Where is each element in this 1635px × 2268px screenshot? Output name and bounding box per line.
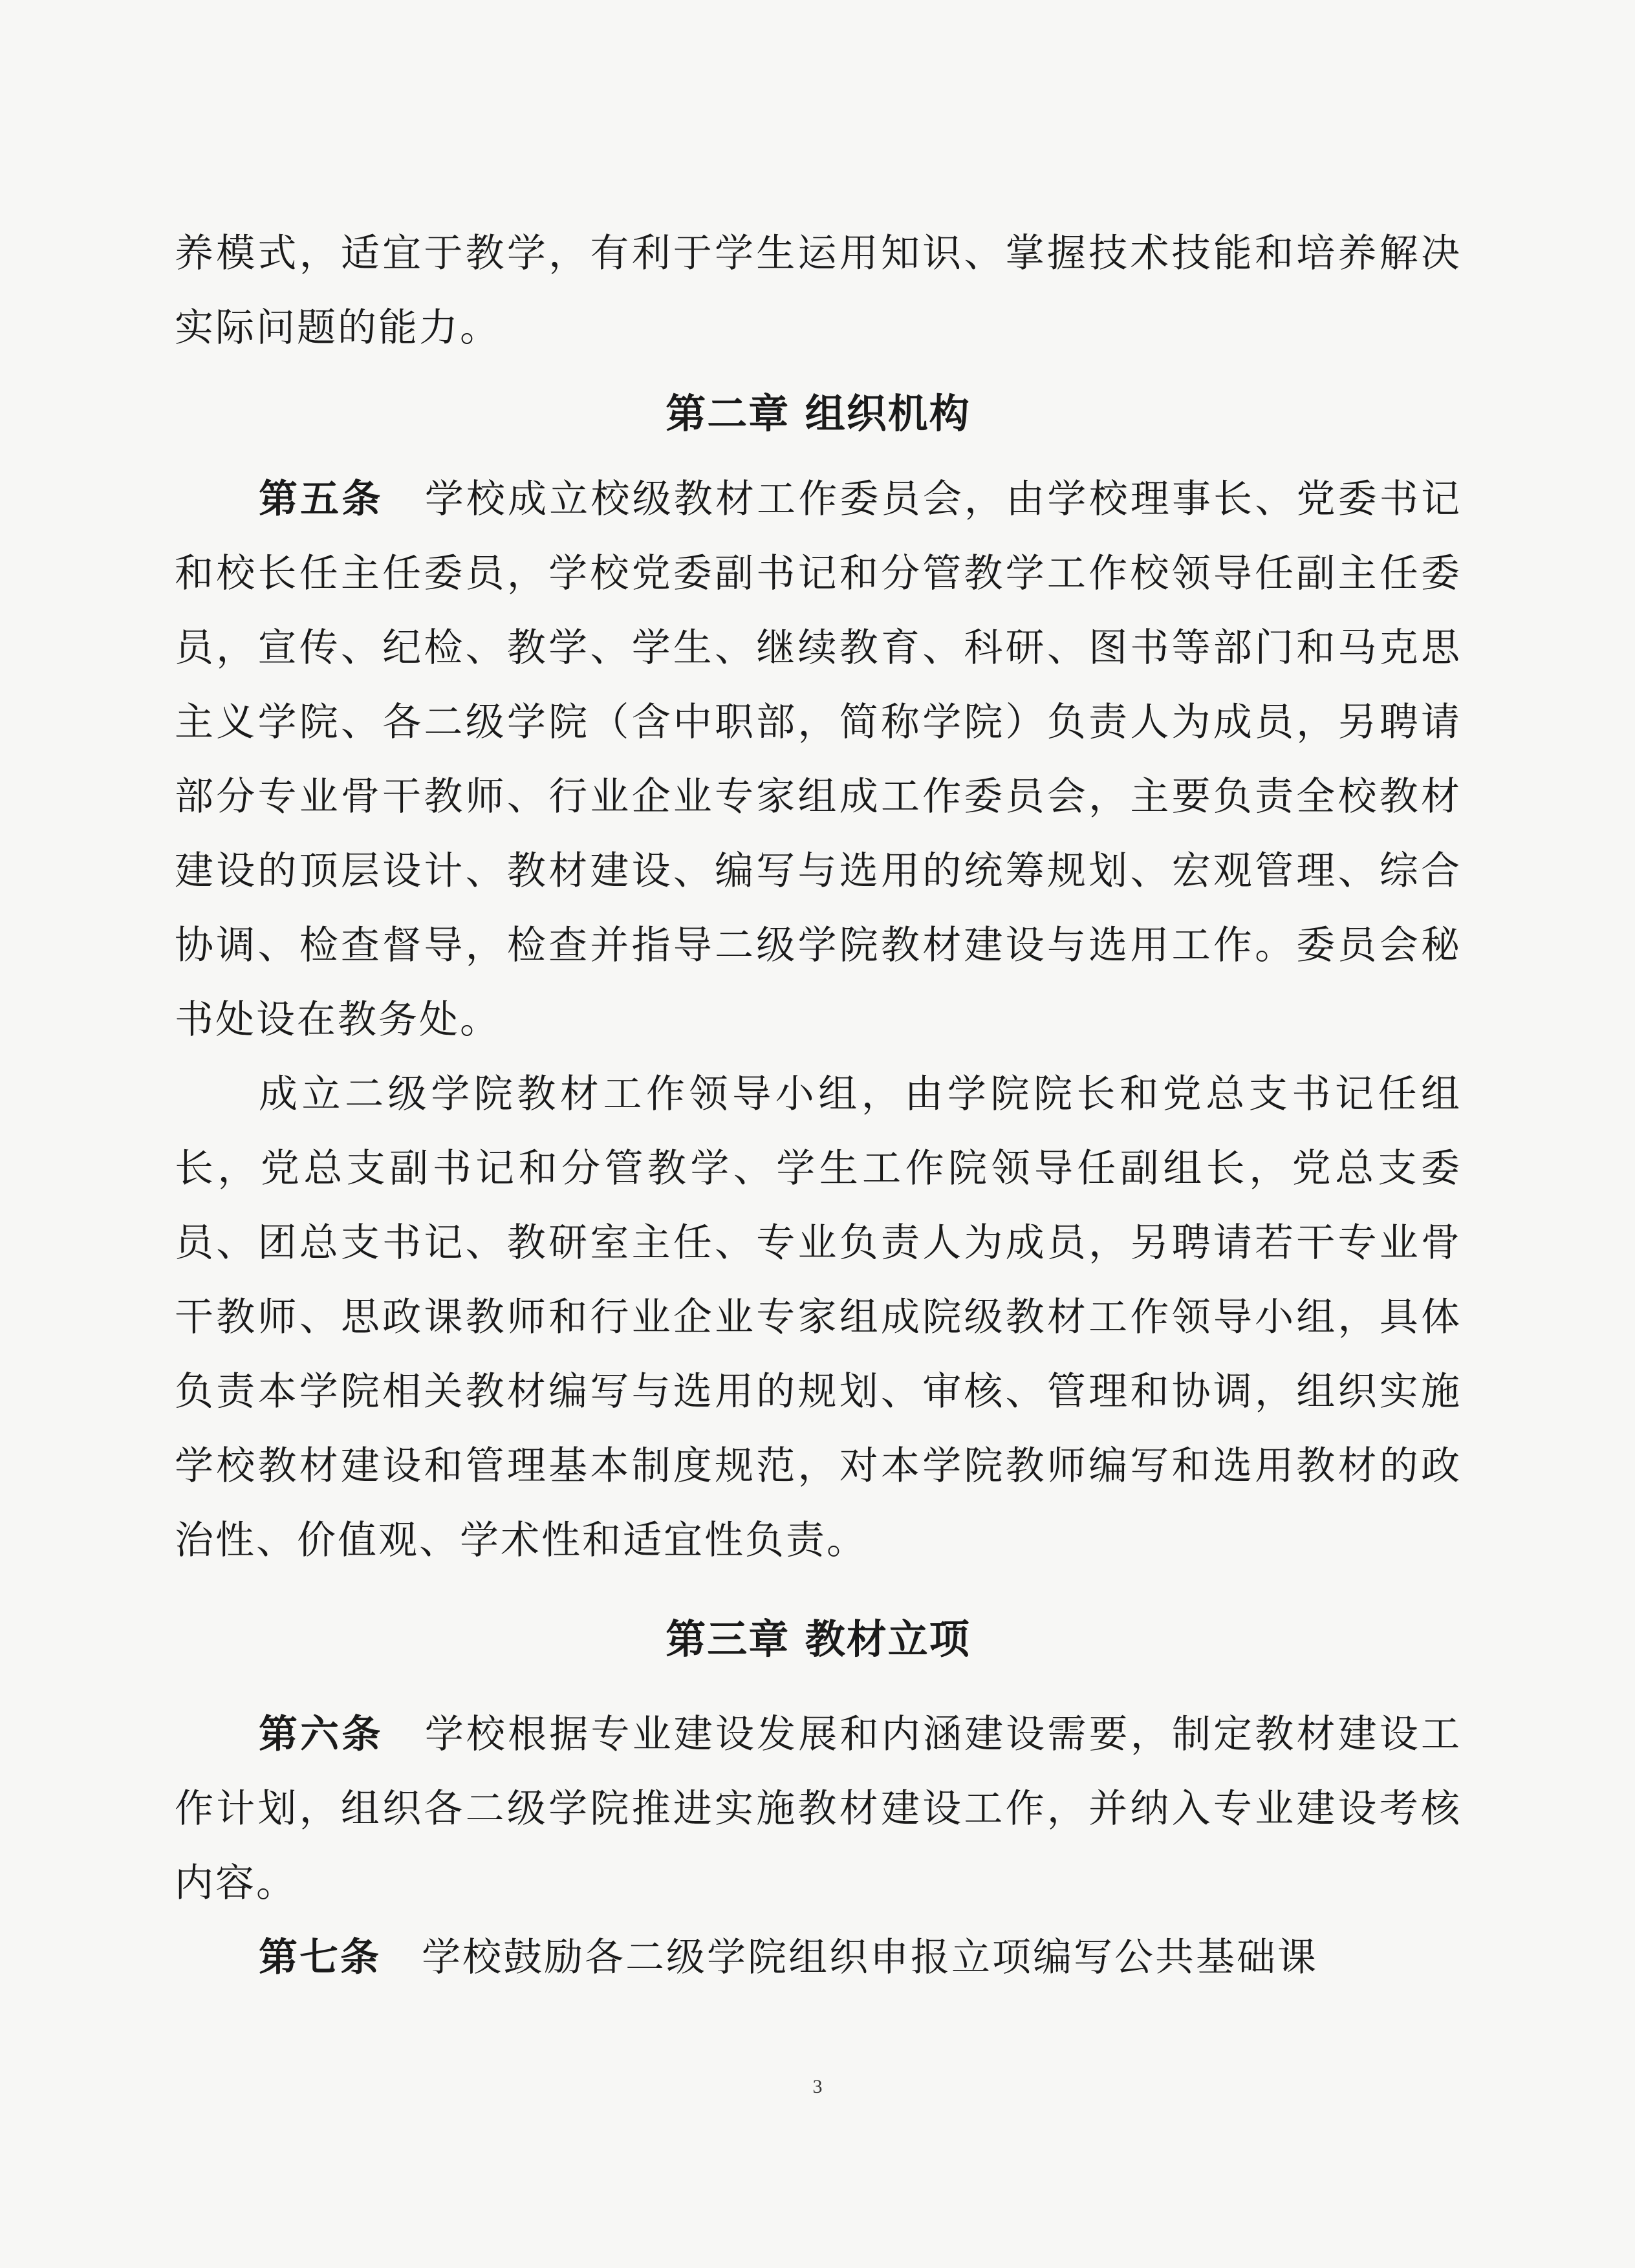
article-6-label: 第六条 [259,1712,384,1757]
article-7-label: 第七条 [259,1935,381,1980]
college-committee-paragraph: 成立二级学院教材工作领导小组，由学院院长和党总支书记任组长，党总支副书记和分管教学、学生工作院领导任副组长，党总支委员、团总支书记、教研室主任、专业负责人为成员，另聘请若干专业骨干教师、思政课教师和行业企业专家组成院级教材工作领导小组，具体负责本学院相关教材编写与选用的规划、审核、管理和协调，组织实施学校教材建设和管理基本制度规范，对本学院教师编写和选用教材的政治性、价值观、学术性和适宜性负责。 [175,1072,1462,1563]
article-5-text: 学校成立校级教材工作委员会，由学校理事长、党委书记和校长任主任委员，学校党委副书记和分管教学工作校领导任副主任委员，宣传、纪检、教学、学生、继续教育、科研、图书等部门和马克思主义学院、各二级学院（含中职部，简称学院）负责人为成员，另聘请部分专业骨干教师、行业企业专家组成工作委员会，主要负责全校教材建设的顶层设计、教材建设、编写与选用的统筹规划、宏观管理、综合协调、检查督导，检查并指导二级学院教材建设与选用工作。委员会秘书处设在教务处。 [175,477,1462,1042]
intro-paragraph: 养模式，适宜于教学，有利于学生运用知识、掌握技术技能和培养解决实际问题的能力。 [175,231,1462,351]
chapter-2-heading: 第二章 组织机构 [666,390,971,437]
article-5-paragraph [175,462,1462,1057]
article-6-text: 学校根据专业建设发展和内涵建设需要，制定教材建设工作计划，组织各二级学院推进实施教材建设工作，并纳入专业建设考核内容。 [175,1712,1462,1906]
article-6-paragraph [175,1698,1462,1921]
document-body [175,217,1462,1995]
article-7-text: 学校鼓励各二级学院组织申报立项编写公共基础课 [422,1935,1318,1980]
chapter-3-heading: 第三章 教材立项 [666,1615,971,1663]
article-7-paragraph [175,1921,1462,1995]
article-5-label: 第五条 [259,477,384,522]
page-number: 3 [812,2076,823,2097]
